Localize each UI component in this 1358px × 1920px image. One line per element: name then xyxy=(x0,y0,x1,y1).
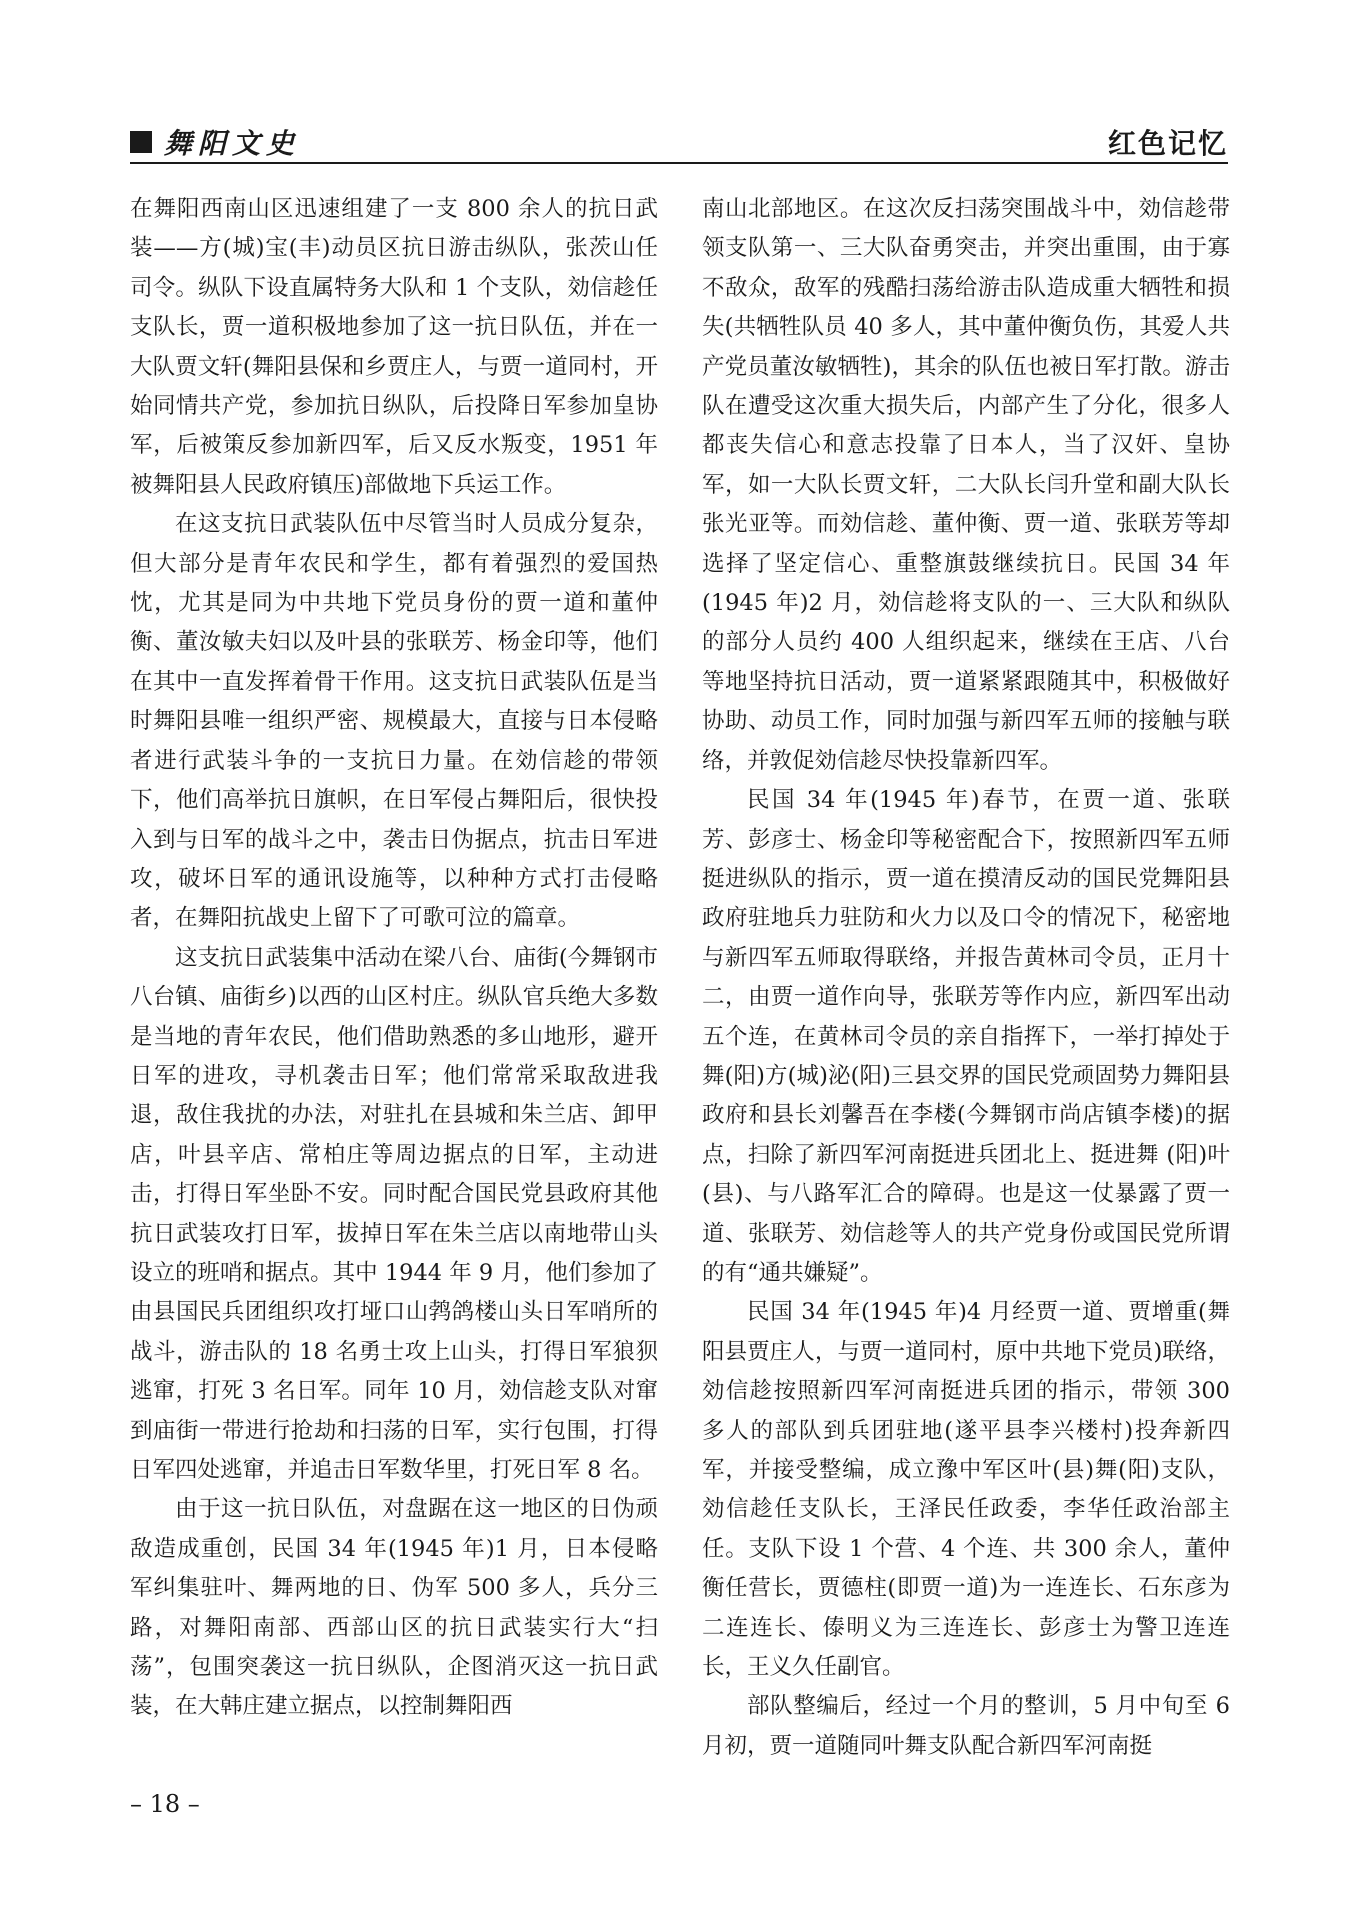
article-body xyxy=(130,190,1230,1770)
header-square-icon xyxy=(130,131,152,153)
page-number: – 18 – xyxy=(130,1790,200,1818)
paragraph: 南山北部地区。在这次反扫荡突围战斗中，効信趁带领支队第一、三大队奋勇突击，并突出重围，由于寡不敌众，敌军的残酷扫荡给游击队造成重大牺牲和损失(共牺牲队员 40 多人，其中董仲衡负伤，其爱人共产党员董汝敏牺牲)，其余的队伍也被日军打散。游击队在遭受这次重大损失后，内部产生了分化，很多人都丧失信心和意志投靠了日本人，当了汉奸、皇协军，如一大队长贾文轩，二大队长闫升堂和副大队长张光亚等。而効信趁、董仲衡、贾一道、张联芳等却选择了坚定信心、重整旗鼓继续抗日。民国 34 年 (1945 年)2 月，効信趁将支队的一、三大队和纵队的部分人员约 400 人组织起来，继续在王店、八台等地坚持抗日活动，贾一道紧紧跟随其中，积极做好协助、动员工作，同时加强与新四军五师的接触与联络，并敦促効信趁尽快投靠新四军。 xyxy=(702,196,1230,774)
paragraph: 民国 34 年(1945 年)4 月经贾一道、贾增重(舞阳县贾庄人，与贾一道同村，原中共地下党员)联络，効信趁按照新四军河南挺进兵团的指示，带领 300 多人的部队到兵团驻地(遂平县李兴楼村)投奔新四军，并接受整编，成立豫中军区叶(县)舞(阳)支队，効信趁任支队长，王泽民任政委，李华任政治部主任。支队下设 1 个营、4 个连、共 300 余人，董仲衡任营长，贾德柱(即贾一道)为一连连长、石东彦为二连连长、傣明义为三连连长、彭彦士为警卫连连长，王义久任副官。 xyxy=(702,1299,1230,1681)
section-title: 红色记忆 xyxy=(1107,127,1228,160)
paragraph: 部队整编后，经过一个月的整训，5 月中旬至 6 月初，贾一道随同叶舞支队配合新四军河南挺 xyxy=(702,1693,1230,1759)
paragraph: 这支抗日武装集中活动在梁八台、庙街(今舞钢市八台镇、庙街乡)以西的山区村庄。纵队官兵绝大多数是当地的青年农民，他们借助熟悉的多山地形，避开日军的进攻，寻机袭击日军；他们常常采取敌进我退，敌住我扰的办法，对驻扎在县城和朱兰店、卸甲店，叶县辛店、常柏庄等周边据点的日军，主动进击，打得日军坐卧不安。同时配合国民党县政府其他抗日武装攻打日军，拔掉日军在朱兰店以南地带山头设立的班哨和据点。其中 1944 年 9 月，他们参加了由县国民兵团组织攻打垭口山鹁鸽楼山头日军哨所的战斗，游击队的 18 名勇士攻上山头，打得日军狼狈逃窜，打死 3 名日军。同年 10 月，効信趁支队对窜到庙街一带进行抢劫和扫荡的日军，实行包围，打得日军四处逃窜，并追击日军数华里，打死日军 8 名。 xyxy=(130,944,658,1483)
journal-title: 舞阳文史 xyxy=(164,127,301,160)
paragraph: 由于这一抗日队伍，对盘踞在这一地区的日伪顽敌造成重创，民国 34 年(1945 年)1 月，日本侵略军纠集驻叶、舞两地的日、伪军 500 多人，兵分三路，对舞阳南部、西部山区的抗日武装实行大“扫荡”，包围突袭这一抗日纵队，企图消灭这一抗日武装，在大韩庄建立据点，以控制舞阳西 xyxy=(130,1496,658,1720)
right-column xyxy=(702,190,1230,1770)
page-header xyxy=(130,118,1228,162)
paragraph: 民国 34 年(1945 年)春节，在贾一道、张联芳、彭彦士、杨金印等秘密配合下，按照新四军五师挺进纵队的指示，贾一道在摸清反动的国民党舞阳县政府驻地兵力驻防和火力以及口令的情况下，秘密地与新四军五师取得联络，并报告黄林司令员，正月十二，由贾一道作向导，张联芳等作内应，新四军出动五个连，在黄林司令员的亲自指挥下，一举打掉处于舞(阳)方(城)泌(阳)三县交界的国民党顽固势力舞阳县政府和县长刘馨吾在李楼(今舞钢市尚店镇李楼)的据点，扫除了新四军河南挺进兵团北上、挺进舞 (阳)叶(县)、与八路军汇合的障碍。也是这一仗暴露了贾一道、张联芳、効信趁等人的共产党身份或国民党所谓的有“通共嫌疑”。 xyxy=(702,787,1230,1286)
left-column xyxy=(130,190,658,1770)
paragraph: 在舞阳西南山区迅速组建了一支 800 余人的抗日武装——方(城)宝(丰)动员区抗日游击纵队，张茨山任司令。纵队下设直属特务大队和 1 个支队，効信趁任支队长，贾一道积极地参加了这一抗日队伍，并在一大队贾文轩(舞阳县保和乡贾庄人，与贾一道同村，开始同情共产党，参加抗日纵队，后投降日军参加皇协军，后被策反参加新四军，后又反水叛变，1951 年被舞阳县人民政府镇压)部做地下兵运工作。 xyxy=(130,196,658,498)
header-left xyxy=(130,122,300,162)
paragraph: 在这支抗日武装队伍中尽管当时人员成分复杂，但大部分是青年农民和学生，都有着强烈的爱国热忱，尤其是同为中共地下党员身份的贾一道和董仲衡、董汝敏夫妇以及叶县的张联芳、杨金印等，他们在其中一直发挥着骨干作用。这支抗日武装队伍是当时舞阳县唯一组织严密、规模最大，直接与日本侵略者进行武装斗争的一支抗日力量。在効信趁的带领下，他们高举抗日旗帜，在日军侵占舞阳后，很快投入到与日军的战斗之中，袭击日伪据点，抗击日军进攻，破坏日军的通讯设施等，以种种方式打击侵略者，在舞阳抗战史上留下了可歌可泣的篇章。 xyxy=(130,511,658,932)
header-rule xyxy=(130,162,1228,164)
